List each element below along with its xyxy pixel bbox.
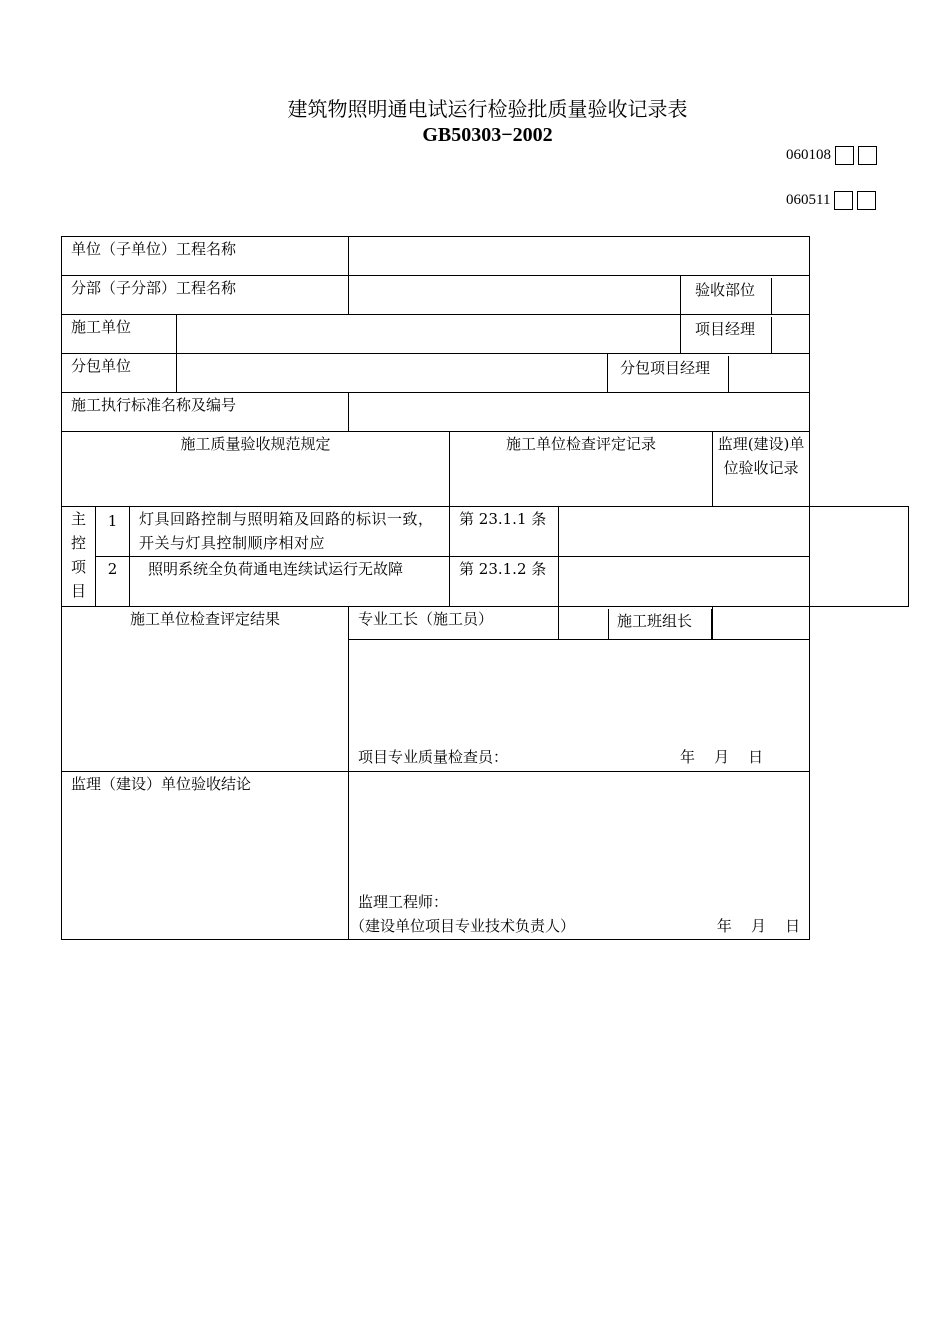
team-leader-cell [617, 607, 810, 640]
item-1-text: 灯具回路控制与照明箱及回路的标识一致，开关与灯具控制顺序相对应 [130, 507, 450, 557]
item-2-no: 2 [96, 557, 130, 607]
code-1-box-1[interactable] [835, 146, 854, 165]
sub-project-field[interactable] [349, 276, 681, 315]
main-control-text: 主控项目 [70, 510, 86, 600]
form-code-1-text: 060108 [786, 147, 831, 163]
subcontract-manager-cell [608, 354, 810, 393]
unit-project-field[interactable] [349, 237, 810, 276]
project-manager-label: 项目经理 [681, 317, 772, 353]
acceptance-record-table [61, 236, 909, 940]
col-supervision-text: 监理(建设)单位验收记录 [717, 435, 805, 477]
col-check-header: 施工单位检查评定记录 [450, 432, 713, 507]
code-2-box-2[interactable] [857, 191, 876, 210]
acceptance-part-cell [681, 276, 810, 315]
standard-label: 施工执行标准名称及编号 [62, 393, 349, 432]
code-2-box-1[interactable] [834, 191, 853, 210]
construction-unit-field[interactable] [177, 315, 681, 354]
subcontract-unit-field[interactable] [177, 354, 608, 393]
standard-number: GB50303−2002 [422, 124, 553, 146]
project-manager-field[interactable] [772, 317, 809, 353]
subcontract-manager-label: 分包项目经理 [608, 356, 729, 392]
form-title: 建筑物照明通电试运行检验批质量验收记录表 [287, 97, 688, 121]
form-code-1 [786, 146, 877, 165]
check-result-date: 年 月 日 [680, 748, 764, 766]
subcontract-unit-label: 分包单位 [62, 354, 177, 393]
check-result-label: 施工单位检查评定结果 [62, 607, 349, 772]
sub-project-label: 分部（子分部）工程名称 [62, 276, 349, 315]
check-result-area[interactable] [349, 640, 810, 772]
item-1-no: 1 [96, 507, 130, 557]
construction-unit-label: 施工单位 [62, 315, 177, 354]
subcontract-manager-field[interactable] [729, 356, 809, 392]
acceptance-part-field[interactable] [772, 278, 809, 314]
supervision-date: 年 月 日 [716, 917, 801, 935]
standard-field[interactable] [349, 393, 810, 432]
form-code-2-text: 060511 [786, 192, 831, 208]
supervision-engineer-label: 监理工程师： [358, 893, 449, 911]
item-2-clause: 第 23.1.2 条 [450, 557, 559, 607]
code-1-box-2[interactable] [858, 146, 877, 165]
owner-rep-label: （建设单位项目专业技术负责人） [350, 917, 576, 935]
supervision-conclusion-label: 监理（建设）单位验收结论 [62, 772, 349, 940]
main-control-label [62, 507, 96, 607]
items-supervision-record[interactable] [810, 507, 909, 607]
team-leader-label: 施工班组长 [608, 609, 712, 639]
col-supervision-header [713, 432, 810, 507]
unit-project-label: 单位（子单位）工程名称 [62, 237, 349, 276]
foreman-label: 专业工长（施工员） [349, 607, 559, 640]
item-1-check-record[interactable] [559, 507, 810, 557]
team-leader-field[interactable] [712, 609, 809, 639]
acceptance-part-label: 验收部位 [681, 278, 772, 314]
form-code-2 [786, 191, 876, 210]
inspector-label: 项目专业质量检查员： [358, 748, 509, 766]
item-1-clause: 第 23.1.1 条 [450, 507, 559, 557]
supervision-conclusion-area[interactable] [349, 772, 810, 940]
col-spec-header: 施工质量验收规范规定 [62, 432, 450, 507]
item-2-text: 照明系统全负荷通电连续试运行无故障 [130, 557, 450, 607]
item-2-check-record[interactable] [559, 557, 810, 607]
project-manager-cell [681, 315, 810, 354]
